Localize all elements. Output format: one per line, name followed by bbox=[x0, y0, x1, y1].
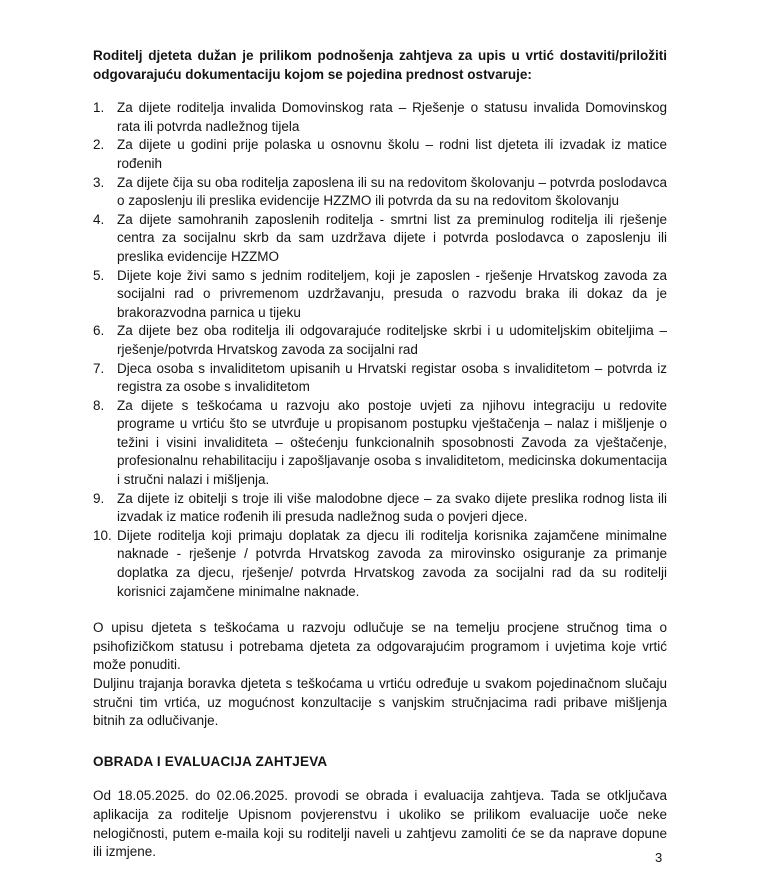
list-item-text: Za dijete s teškoćama u razvoju ako postoje uvjeti za njihovu integraciju u redovite programe u vrtiću što se utvrđuje u propisanom postupku vještačenja – nalaz i mišljenje o težini i visini invaliditeta – oštećenju funkcionalnih sposobnosti Zavoda za vještačenje, profesionalnu rehabilitaciju i zapošljavanje osoba s invaliditetom, medicinska dokumentacija i stručni nalazi i mišljenja. bbox=[117, 397, 667, 488]
list-item bbox=[93, 360, 667, 397]
list-item-number: 6. bbox=[93, 323, 105, 339]
list-item bbox=[93, 267, 667, 323]
list-item bbox=[93, 99, 667, 136]
list-item-number: 10. bbox=[93, 527, 112, 543]
paragraph-processing: Od 18.05.2025. do 02.06.2025. provodi se obrada i evaluacija zahtjeva. Tada se otključava aplikacija za roditelje Upisnom povjerenstvu i ukoliko se prilikom evaluacije uoče neke nelogičnosti, putem e-maila koji su roditelji naveli u zahtjevu zamoliti će se da naprave dopune ili izmjene. bbox=[93, 788, 667, 860]
paragraph-decision: O upisu djeteta s teškoćama u razvoju odlučuje se na temelju procjene stručnog tima o psihofizičkom statusu i potrebama djeteta za odgovarajućim programom i uvjetima koje vrtić može ponuditi. bbox=[93, 620, 667, 673]
list-item bbox=[93, 211, 667, 267]
list-item-number: 5. bbox=[93, 267, 105, 283]
section-heading: OBRADA I EVALUACIJA ZAHTJEVA bbox=[93, 753, 328, 769]
list-item-text: Za dijete u godini prije polaska u osnovnu školu – rodni list djeteta ili izvadak iz matice rođenih bbox=[117, 137, 667, 171]
list-item-number: 4. bbox=[93, 211, 105, 227]
paragraph-duration: Duljinu trajanja boravka djeteta s teškoćama u vrtiću određuje u svakom pojedinačnom slučaju stručni tim vrtića, uz mogućnost konzultacije s vanjskim stručnjacima radi pribave mišljenja bitnih za odlučivanje. bbox=[93, 676, 667, 729]
list-item bbox=[93, 490, 667, 527]
list-item-text: Za dijete iz obitelji s troje ili više malodobne djece – za svako dijete preslika rodnog lista ili izvadak iz matice rođenih ili presuda nadležnog suda o povjeri djece. bbox=[117, 490, 667, 525]
list-item-text: Za dijete bez oba roditelja ili odgovarajuće roditeljske skrbi i u udomiteljskim obiteljima – rješenje/potvrda Hrvatskog zavoda za socijalni rad bbox=[117, 323, 667, 357]
list-item-number: 1. bbox=[93, 100, 105, 116]
requirements-list bbox=[93, 99, 667, 601]
list-item bbox=[93, 136, 667, 173]
list-item-text: Za dijete čija su oba roditelja zaposlena ili su na redovitom školovanju – potvrda poslodavca o zaposlenju ili preslika evidencije HZZMO ili potvrda da su na redovitom školovanju bbox=[117, 174, 667, 209]
list-item-text: Za dijete roditelja invalida Domovinskog rata – Rješenje o statusu invalida Domovinskog rata ili potvrda nadležnog tijela bbox=[117, 100, 667, 134]
list-item bbox=[93, 322, 667, 359]
list-item-text: Za dijete samohranih zaposlenih roditelja - smrtni list za preminulog roditelja ili rješenje centra za socijalnu skrb da sam uzdržava dijete i potvrda poslodavca o zaposlenju ili preslika evidencije HZZMO bbox=[117, 211, 667, 264]
page-number: 3 bbox=[655, 850, 663, 865]
list-item-number: 7. bbox=[93, 360, 105, 376]
list-item bbox=[93, 174, 667, 211]
list-item-number: 8. bbox=[93, 397, 105, 413]
list-item bbox=[93, 397, 667, 490]
list-item-text: Djeca osoba s invaliditetom upisanih u Hrvatski registar osoba s invaliditetom – potvrda iz registra za osobe s invaliditetom bbox=[117, 360, 667, 395]
intro-paragraph: Roditelj djeteta dužan je prilikom podnošenja zahtjeva za upis u vrtić dostaviti/priložiti odgovarajuću dokumentaciju kojom se pojedina prednost ostvaruje: bbox=[93, 48, 667, 82]
list-item-number: 2. bbox=[93, 137, 105, 153]
list-item-text: Dijete koje živi samo s jednim roditeljem, koji je zaposlen - rješenje Hrvatskog zavoda za socijalni rad o privremenom uzdržavanju, presuda o razvodu braka ili dokaz da je brakorazvodna parnica u tijeku bbox=[117, 267, 667, 320]
document-content bbox=[93, 47, 667, 862]
list-item-number: 9. bbox=[93, 490, 105, 506]
list-item bbox=[93, 527, 667, 601]
list-item-text: Dijete roditelja koji primaju doplatak za djecu ili roditelja korisnika zajamčene minimalne naknade - rješenje / potvrda Hrvatskog zavoda za mirovinsko osiguranje za primanje doplatka za djecu, rješenje/ potvrda Hrvatskog zavoda za socijalni rad da su roditelji korisnici zajamčene minimalne naknade. bbox=[117, 527, 667, 599]
list-item-number: 3. bbox=[93, 174, 105, 190]
